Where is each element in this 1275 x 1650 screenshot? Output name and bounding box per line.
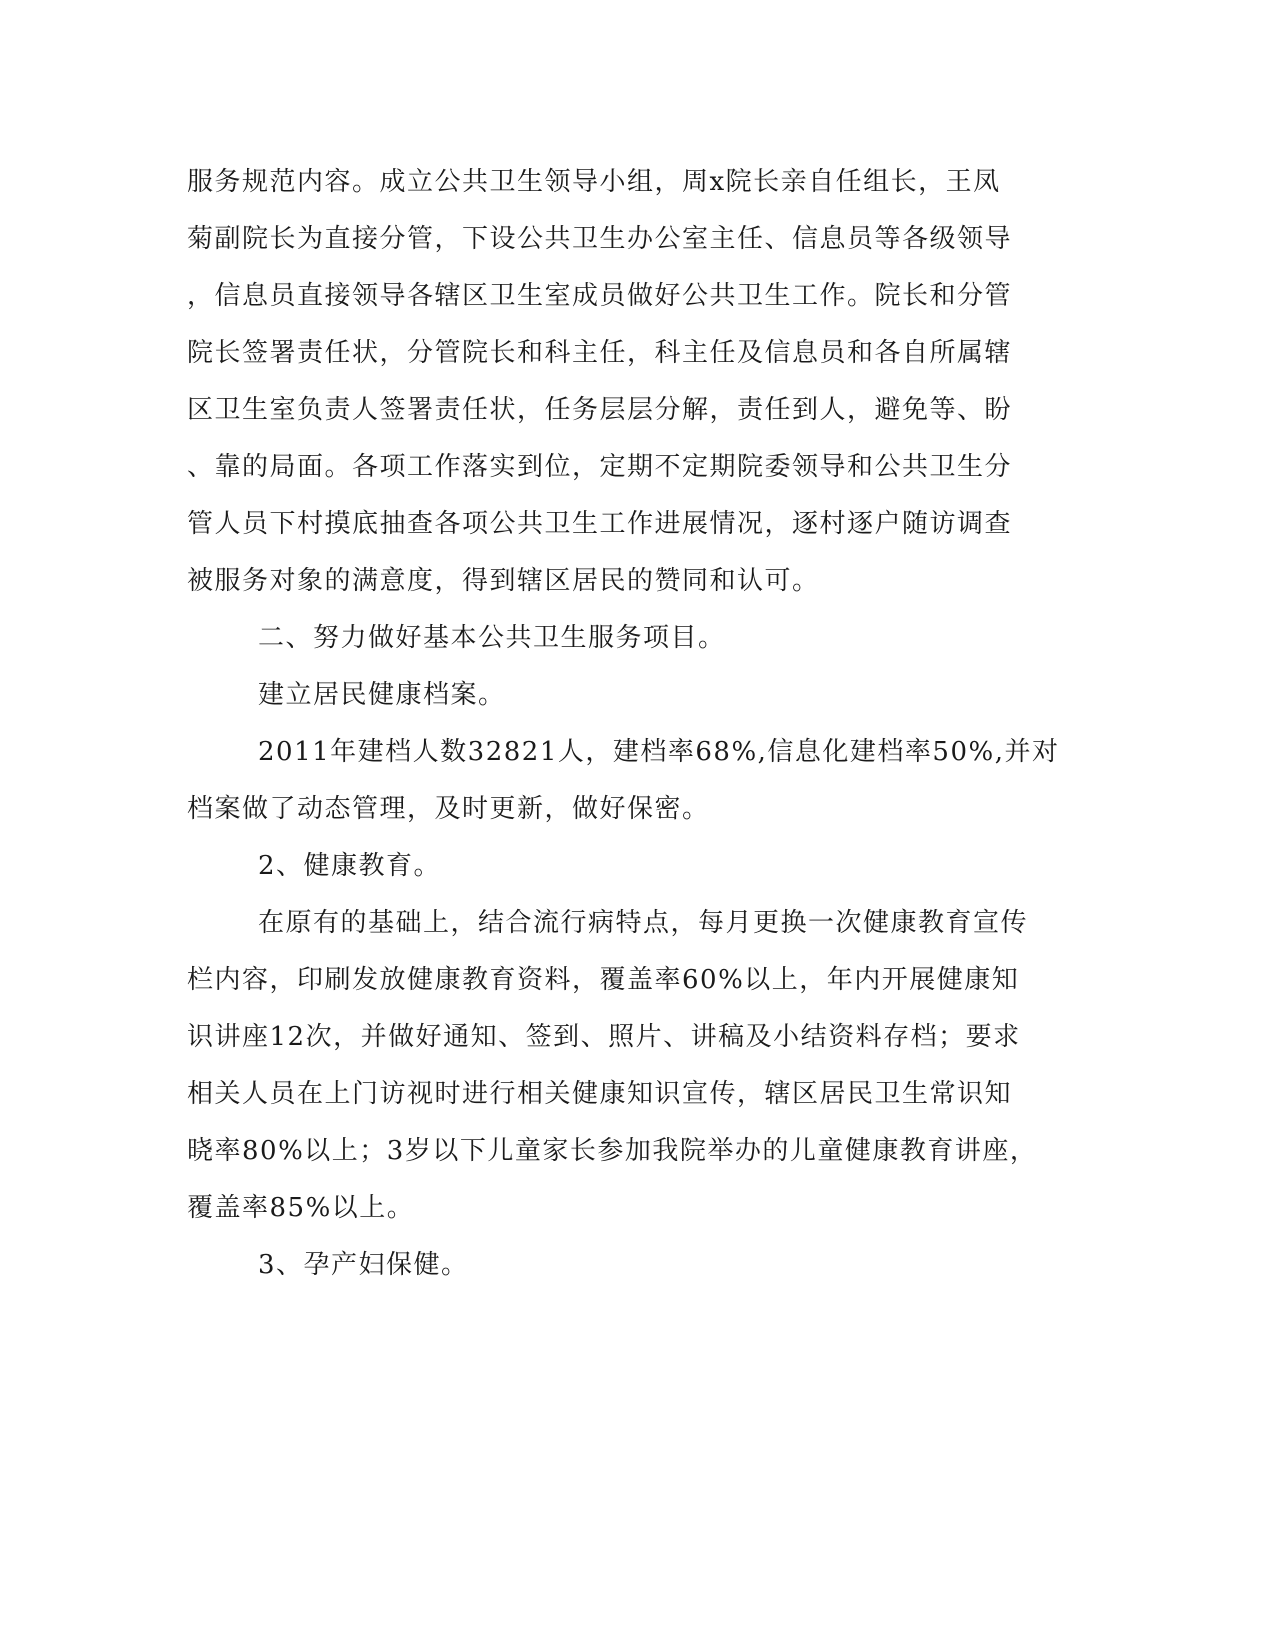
text-line: 被服务对象的满意度，得到辖区居民的赞同和认可。 xyxy=(187,566,820,596)
subsection-heading: 3、孕产妇保健。 xyxy=(258,1250,469,1280)
text-line: 覆盖率85%以上。 xyxy=(187,1193,415,1223)
text-line: 服务规范内容。成立公共卫生领导小组，周x院长亲自任组长，王凤 xyxy=(187,167,1001,197)
text-line: 区卫生室负责人签署责任状，任务层层分解，责任到人，避免等、盼 xyxy=(187,395,1013,425)
text-line: 菊副院长为直接分管，下设公共卫生办公室主任、信息员等各级领导 xyxy=(187,224,1013,254)
text-line: 在原有的基础上，结合流行病特点，每月更换一次健康教育宣传 xyxy=(258,908,1029,938)
text-line: 管人员下村摸底抽查各项公共卫生工作进展情况，逐村逐户随访调查 xyxy=(187,509,1013,539)
subsection-heading: 2、健康教育。 xyxy=(258,851,442,881)
subsection-heading: 建立居民健康档案。 xyxy=(258,680,506,710)
text-line: 相关人员在上门访视时进行相关健康知识宣传，辖区居民卫生常识知 xyxy=(187,1079,1013,1109)
text-line: 、靠的局面。各项工作落实到位，定期不定期院委领导和公共卫生分 xyxy=(187,452,1013,482)
text-line: ，信息员直接领导各辖区卫生室成员做好公共卫生工作。院长和分管 xyxy=(187,281,1013,311)
text-line: 识讲座12次，并做好通知、签到、照片、讲稿及小结资料存档；要求 xyxy=(187,1022,1021,1052)
text-line: 栏内容，印刷发放健康教育资料，覆盖率60%以上，年内开展健康知 xyxy=(187,965,1020,995)
text-line: 2011年建档人数32821人，建档率68%,信息化建档率50%,并对 xyxy=(258,737,1060,767)
text-line: 档案做了动态管理，及时更新，做好保密。 xyxy=(187,794,710,824)
section-heading: 二、努力做好基本公共卫生服务项目。 xyxy=(258,623,726,653)
text-line: 晓率80%以上；3岁以下儿童家长参加我院举办的儿童健康教育讲座， xyxy=(187,1136,1038,1166)
text-line: 院长签署责任状，分管院长和科主任，科主任及信息员和各自所属辖 xyxy=(187,338,1013,368)
